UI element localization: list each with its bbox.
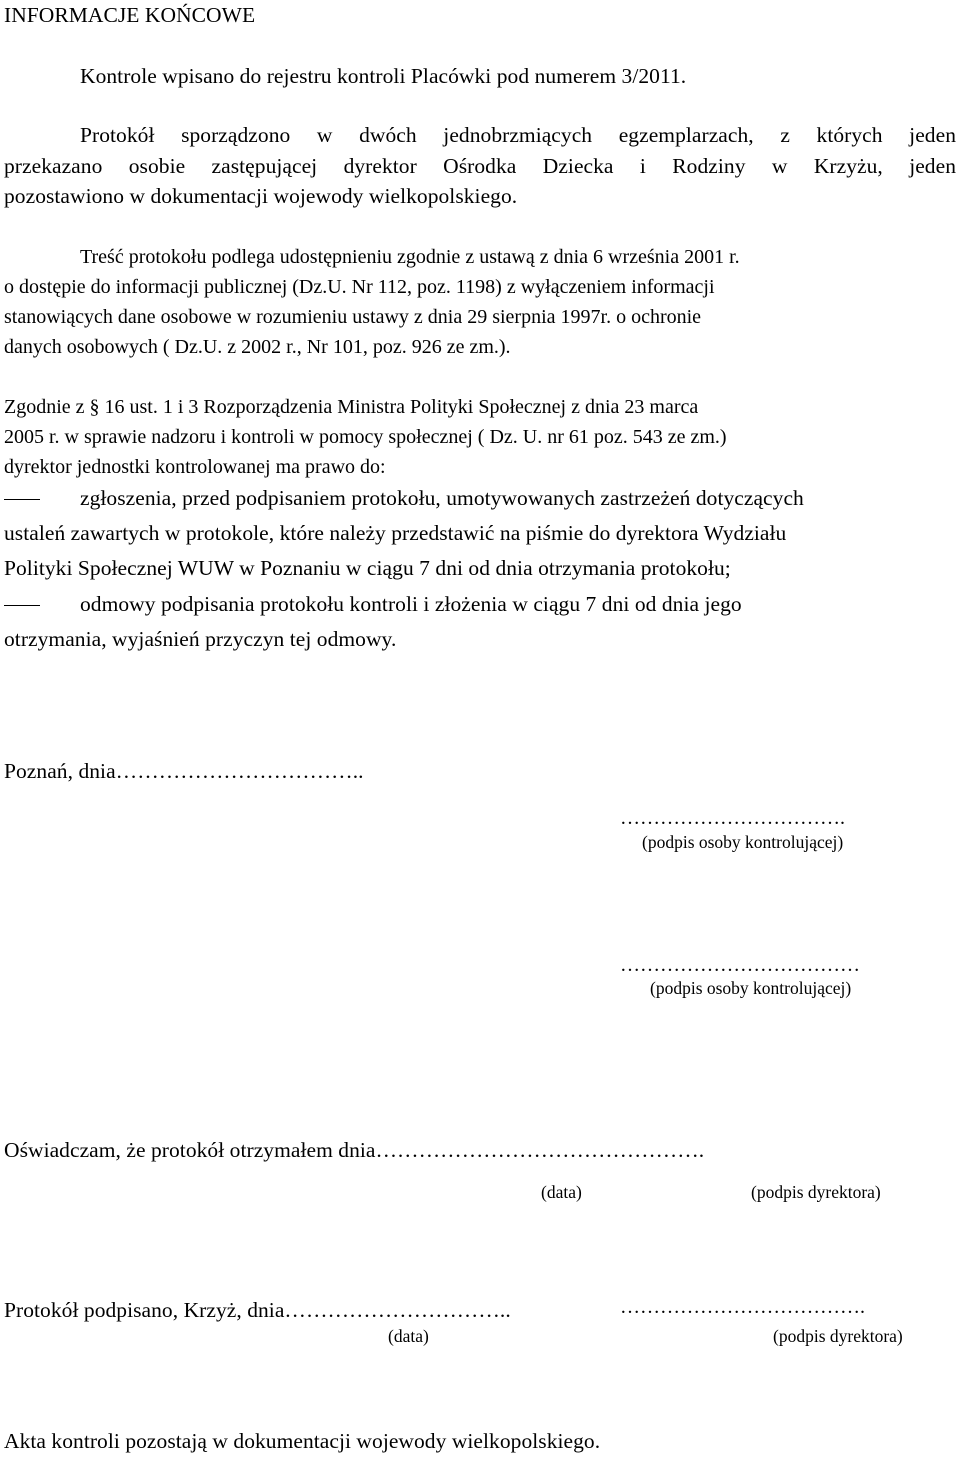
declaration-line: Oświadczam, że protokół otrzymałem dnia………………………………………. — [4, 1138, 705, 1162]
paragraph-line: 2005 r. w sprawie nadzoru i kontroli w pomocy społecznej ( Dz. U. nr 61 poz. 543 ze zm.) — [4, 426, 727, 448]
signature-caption: (podpis osoby kontrolującej) — [650, 978, 852, 998]
date-caption: (data) — [541, 1182, 582, 1202]
paragraph-line: stanowiących dane osobowe w rozumieniu ustawy z dnia 29 sierpnia 1997r. o ochronie — [4, 306, 702, 328]
signature-dots: ……………………………… — [620, 954, 860, 976]
paragraph-line: Protokół sporządzono w dwóch jednobrzmiących egzemplarzach, z których jeden — [80, 123, 956, 147]
paragraph-line: przekazano osobie zastępującej dyrektor Ośrodka Dziecka i Rodziny w Krzyżu, jeden — [4, 154, 956, 178]
paragraph-line: Treść protokołu podlega udostępnieniu zgodnie z ustawą z dnia 6 września 2001 r. — [80, 246, 740, 268]
date-caption: (data) — [388, 1326, 429, 1346]
signature-caption: (podpis osoby kontrolującej) — [642, 832, 844, 852]
section-title: INFORMACJE KOŃCOWE — [4, 3, 256, 27]
paragraph-line: Zgodnie z § 16 ust. 1 i 3 Rozporządzenia Ministra Polityki Społecznej z dnia 23 marca — [4, 396, 699, 418]
list-item-line: Polityki Społecznej WUW w Poznaniu w ciągu 7 dni od dnia otrzymania protokołu; — [4, 556, 731, 580]
dash-bullet — [4, 605, 40, 606]
signature-dots: ………………………………. — [620, 1296, 865, 1318]
list-item-line: ustaleń zawartych w protokole, które należy przedstawić na piśmie do dyrektora Wydziału — [4, 521, 787, 545]
signature-caption: (podpis dyrektora) — [751, 1182, 881, 1202]
list-item-line: otrzymania, wyjaśnień przyczyn tej odmowy. — [4, 627, 397, 651]
register-paragraph: Kontrole wpisano do rejestru kontroli Placówki pod numerem 3/2011. — [80, 64, 687, 88]
list-item-line: zgłoszenia, przed podpisaniem protokołu, umotywowanych zastrzeżeń dotyczących — [80, 486, 804, 510]
paragraph-line: o dostępie do informacji publicznej (Dz.U. Nr 112, poz. 1198) z wyłączeniem informacji — [4, 276, 715, 298]
paragraph-line: danych osobowych ( Dz.U. z 2002 r., Nr 101, poz. 926 ze zm.). — [4, 336, 511, 358]
list-item-line: odmowy podpisania protokołu kontroli i złożenia w ciągu 7 dni od dnia jego — [80, 592, 742, 616]
paragraph-line: dyrektor jednostki kontrolowanej ma prawo do: — [4, 456, 386, 478]
place-date-line: Poznań, dnia…………………………….. — [4, 759, 364, 783]
footer-note: Akta kontroli pozostają w dokumentacji wojewody wielkopolskiego. — [4, 1429, 601, 1453]
paragraph-line: pozostawiono w dokumentacji wojewody wielkopolskiego. — [4, 184, 518, 208]
dash-bullet — [4, 499, 40, 500]
signature-dots: ……………………………. — [620, 807, 845, 829]
signed-line: Protokół podpisano, Krzyż, dnia………………………….. — [4, 1298, 511, 1322]
signature-caption: (podpis dyrektora) — [773, 1326, 903, 1346]
